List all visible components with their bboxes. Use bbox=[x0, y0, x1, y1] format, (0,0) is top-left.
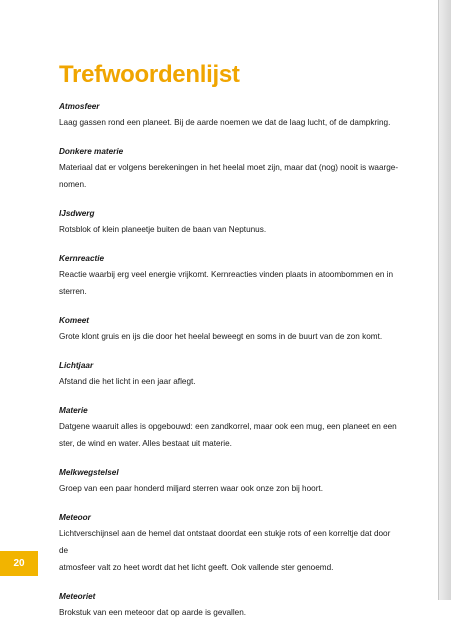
glossary-term: Meteoor bbox=[59, 513, 91, 522]
glossary-definition: Grote klont gruis en ijs die door het heelal beweegt en soms in de buurt van de zon komt. bbox=[59, 332, 383, 341]
page-title: Trefwoordenlijst bbox=[59, 61, 240, 88]
glossary-definition: Reactie waarbij erg veel energie vrijkomt. Kernreacties vinden plaats in atoombommen en in bbox=[59, 270, 394, 279]
glossary-definition: ster, de wind en water. Alles bestaat uit materie. bbox=[59, 439, 232, 448]
glossary-term: Lichtjaar bbox=[59, 361, 94, 370]
glossary-list bbox=[59, 99, 399, 634]
page-number-badge bbox=[0, 551, 38, 576]
glossary-definition: nomen. bbox=[59, 180, 87, 189]
glossary-term: Komeet bbox=[59, 316, 90, 325]
page-edge-shadow bbox=[439, 0, 451, 600]
glossary-entry bbox=[59, 403, 399, 452]
page-number: 20 bbox=[13, 558, 25, 569]
glossary-entry bbox=[59, 251, 399, 300]
glossary-term: Kernreactie bbox=[59, 254, 105, 263]
glossary-term: Atmosfeer bbox=[59, 102, 100, 111]
glossary-definition: Afstand die het licht in een jaar aflegt. bbox=[59, 377, 196, 386]
glossary-definition: Rotsblok of klein planeetje buiten de baan van Neptunus. bbox=[59, 225, 267, 234]
glossary-entry bbox=[59, 358, 399, 390]
glossary-definition: Datgene waaruit alles is opgebouwd: een zandkorrel, maar ook een mug, een planeet en een bbox=[59, 422, 397, 431]
glossary-definition: Brokstuk van een meteoor dat op aarde is gevallen. bbox=[59, 608, 247, 617]
glossary-entry bbox=[59, 589, 399, 621]
glossary-definition: atmosfeer valt zo heet wordt dat het licht geeft. Ook vallende ster genoemd. bbox=[59, 563, 334, 572]
glossary-entry bbox=[59, 144, 399, 193]
glossary-term: IJsdwerg bbox=[59, 209, 95, 218]
glossary-definition: Lichtverschijnsel aan de hemel dat ontstaat doordat een stukje rots of een korreltje dat door de bbox=[59, 529, 391, 555]
glossary-term: Meteoriet bbox=[59, 592, 96, 601]
glossary-entry bbox=[59, 206, 399, 238]
glossary-entry bbox=[59, 510, 399, 576]
glossary-term: Donkere materie bbox=[59, 147, 124, 156]
glossary-entry bbox=[59, 465, 399, 497]
glossary-definition: Materiaal dat er volgens berekeningen in het heelal moet zijn, maar dat (nog) nooit is waarge- bbox=[59, 163, 399, 172]
glossary-term: Materie bbox=[59, 406, 88, 415]
glossary-definition: sterren. bbox=[59, 287, 87, 296]
glossary-definition: Laag gassen rond een planeet. Bij de aarde noemen we dat de laag lucht, of de dampkring. bbox=[59, 118, 391, 127]
glossary-entry bbox=[59, 99, 399, 131]
glossary-definition: Groep van een paar honderd miljard sterren waar ook onze zon bij hoort. bbox=[59, 484, 323, 493]
glossary-term: Melkwegstelsel bbox=[59, 468, 119, 477]
glossary-entry bbox=[59, 313, 399, 345]
